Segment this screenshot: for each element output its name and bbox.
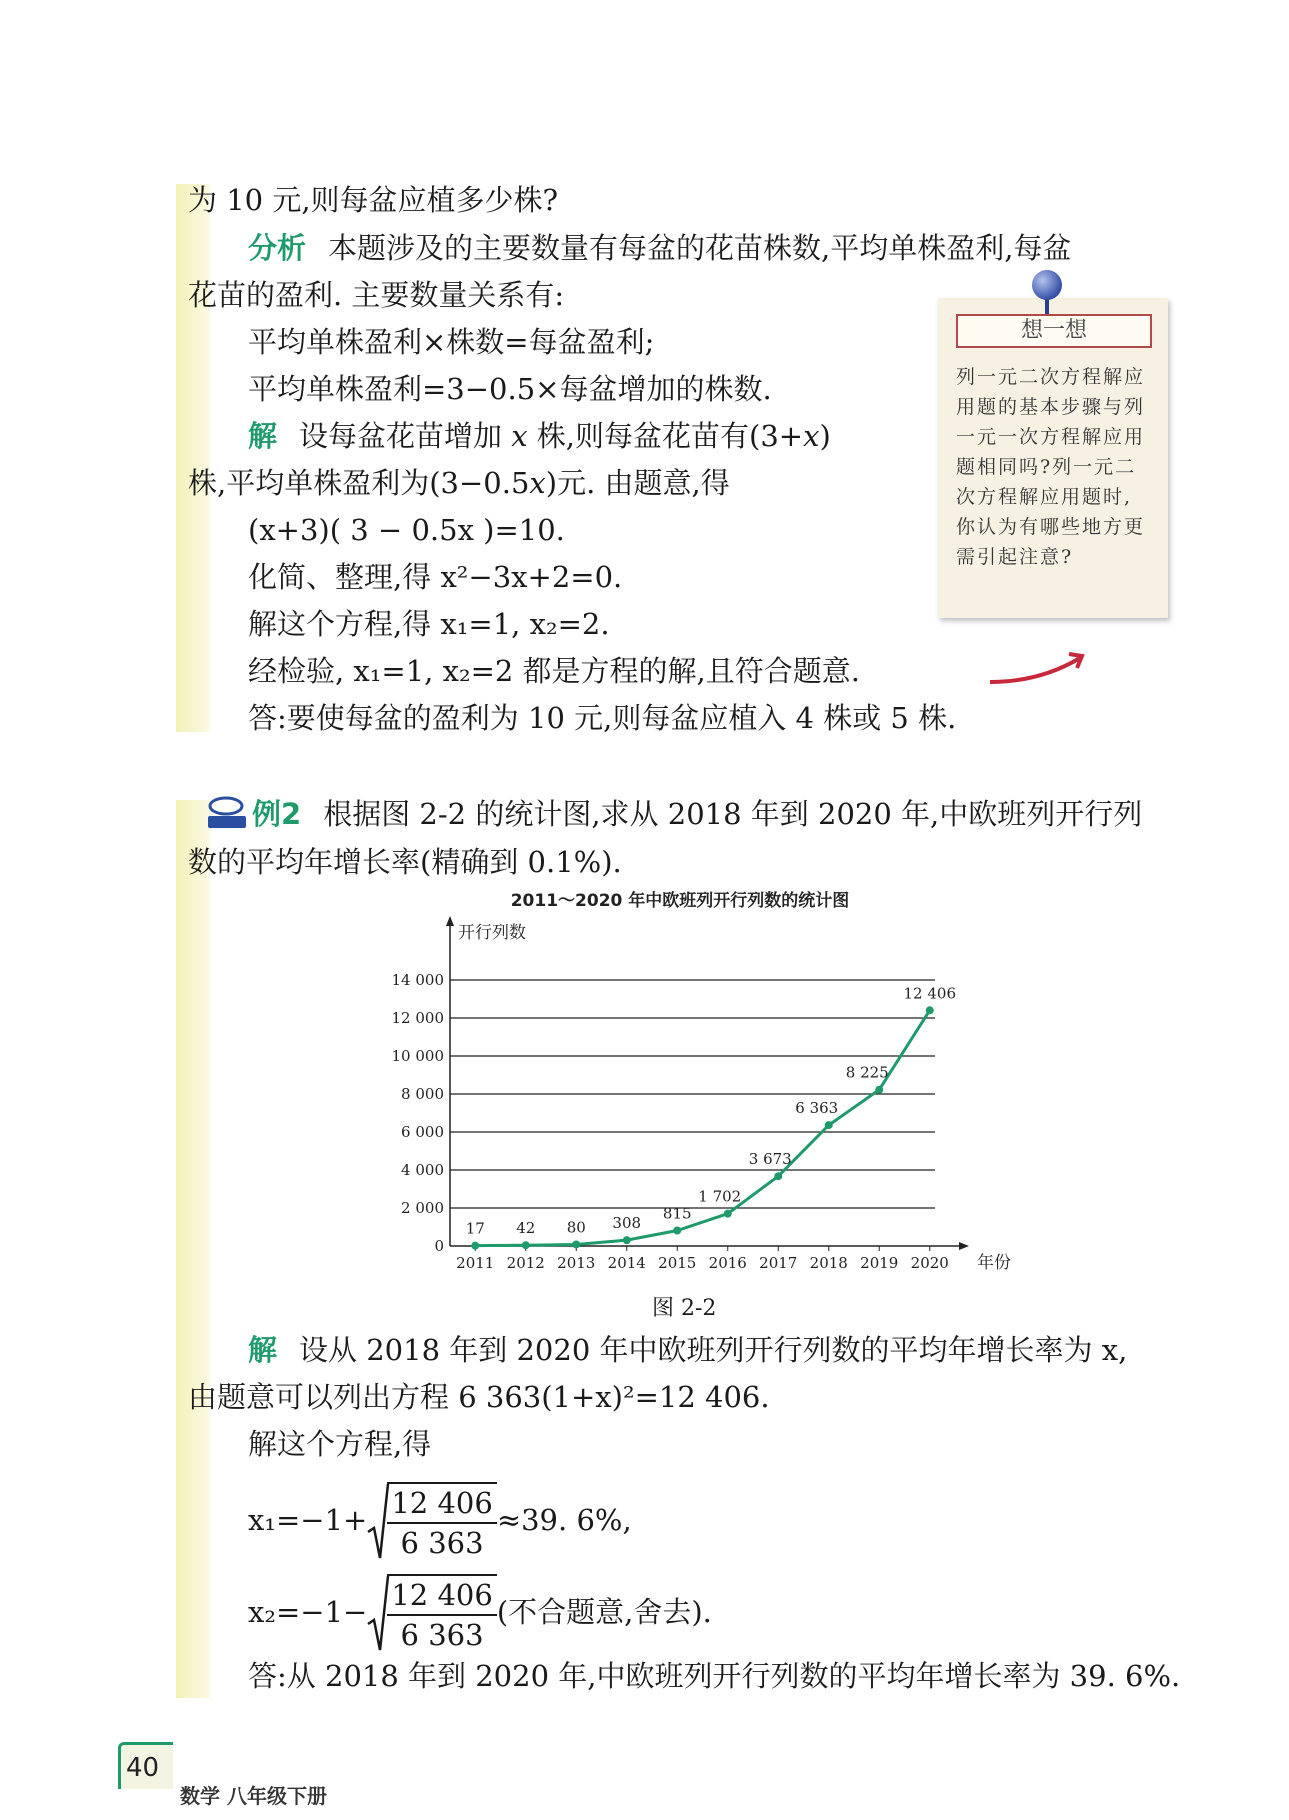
note-text: 列一元二次方程解应用题的基本步骤与列一元一次方程解应用题相同吗?列一元二次方程解应用题时,你认为有哪些地方更需引起注意? [956,366,1146,568]
y-tick-label: 14 000 [391,971,444,989]
data-point [724,1210,732,1218]
margin-band-bottom [176,800,210,1698]
example-icon [204,794,250,832]
text-line-1: 为 10 元,则每盆应植多少株? [188,183,559,217]
note-title: 想一想 [956,314,1152,348]
x-tick-label: 2012 [506,1254,545,1272]
x-tick-label: 2018 [809,1254,848,1272]
solution-2-keyword: 解 [248,1333,278,1367]
answer-2: 答:从 2018 年到 2020 年,中欧班列开行列数的平均年增长率为 39. 6%. [248,1659,1181,1693]
equation-3: 解这个方程,得 x₁=1, x₂=2. [248,607,610,641]
data-label: 1 702 [698,1187,742,1206]
data-point [471,1242,479,1250]
data-label: 308 [612,1214,642,1233]
y-axis-arrow [446,916,454,926]
solution-text-a: 设每盆花苗增加 [299,419,512,453]
solution-text-b: 株,则每盆花苗有(3+ [527,419,804,453]
data-point [623,1236,631,1244]
x-tick-label: 2015 [658,1254,697,1272]
data-label: 80 [566,1218,586,1237]
data-point [926,1006,934,1014]
solution-text-e: )元. 由题意,得 [545,466,730,500]
think-note [938,298,1168,618]
x-tick-label: 2011 [456,1254,495,1272]
data-label: 3 673 [748,1150,792,1169]
equation-2-label: 化简、整理,得 [248,560,441,594]
example-2-line-1 [252,794,1142,834]
example-2-keyword: 例2 [252,797,302,831]
x-tick-label: 2013 [557,1254,596,1272]
solution-2-line-1 [248,1330,1127,1370]
text-line-5: 平均单株盈利=3−0.5×每盆增加的株数. [248,372,772,406]
y-tick-label: 8 000 [401,1085,444,1103]
data-label: 8 225 [845,1063,889,1082]
data-label: 12 406 [903,984,956,1003]
y-tick-label: 4 000 [401,1161,444,1179]
x-tick-label: 2016 [708,1254,747,1272]
y-tick-label: 6 000 [401,1123,444,1141]
line-chart [360,888,1011,1288]
equation-4: 经检验, x₁=1, x₂=2 都是方程的解,且符合题意. [248,654,860,688]
y-tick-label: 2 000 [401,1199,444,1217]
analysis-text: 本题涉及的主要数量有每盆的花苗株数,平均单株盈利,每盆 [328,231,1072,265]
x-axis-label: 年份 [977,1253,1011,1273]
text-line-4: 平均单株盈利×株数=每盆盈利; [248,325,655,359]
y-tick-label: 0 [434,1237,444,1255]
variable-x: x [529,466,546,500]
solution-line-1 [248,416,831,456]
variable-x: x [803,419,820,453]
y-axis-label: 开行列数 [458,923,526,943]
text-line-3: 花苗的盈利. 主要数量关系有: [188,278,565,312]
root-x1 [248,1472,632,1568]
y-tick-label: 10 000 [391,1047,444,1065]
x-tick-label: 2017 [759,1254,798,1272]
fraction-denominator: 6 363 [400,1618,484,1652]
x-tick-label: 2014 [607,1254,646,1272]
solution-text-d: 株,平均单株盈利为(3−0.5 [188,466,530,500]
example-2-text-1: 根据图 2-2 的统计图,求从 2018 年到 2020 年,中欧班列开行列 [323,797,1143,831]
fraction-denominator: 6 363 [400,1526,484,1560]
data-point [875,1086,883,1094]
answer-1: 答:要使每盆的盈利为 10 元,则每盆应植入 4 株或 5 株. [248,701,957,735]
equation-1: (x+3)( 3 − 0.5x )=10. [248,513,565,547]
root-x1-rhs: ≈39. 6%, [496,1503,632,1537]
fraction [387,1574,496,1654]
figure-caption: 图 2-2 [652,1296,717,1321]
data-label: 815 [662,1204,692,1223]
analysis-paragraph [248,228,1071,268]
page-number: 40 [126,1753,160,1783]
root-x2-rhs: (不合题意,舍去). [496,1595,712,1629]
margin-band-top [176,184,210,732]
book-title: 数学 八年级下册 [180,1784,327,1808]
solution-keyword: 解 [248,419,278,453]
example-2-line-2: 数的平均年增长率(精确到 0.1%). [188,845,622,879]
data-label: 17 [465,1219,485,1238]
x-axis-arrow [959,1242,969,1250]
equation-2 [248,557,622,597]
arrow-icon [985,640,1095,690]
data-point [825,1121,833,1129]
data-point [572,1240,580,1248]
root-x2 [248,1564,712,1660]
root-x2-lhs: x₂=−1− [248,1595,368,1629]
data-point [774,1172,782,1180]
solution-2-text-1: 设从 2018 年到 2020 年中欧班列开行列数的平均年增长率为 x, [299,1333,1128,1367]
data-label: 42 [516,1219,536,1238]
data-label: 6 363 [795,1099,839,1118]
data-point [522,1241,530,1249]
sqrt-icon [367,1482,389,1562]
fraction-numerator: 12 406 [387,1484,496,1524]
y-tick-label: 12 000 [391,1009,444,1027]
fraction-numerator: 12 406 [387,1576,496,1616]
solution-text-c: ) [819,419,831,453]
solution-line-2 [188,463,730,503]
solution-2-line-2: 由题意可以列出方程 6 363(1+x)²=12 406. [188,1380,770,1414]
x-tick-label: 2020 [910,1254,949,1272]
chart-title: 2011～2020 年中欧班列开行列数的统计图 [510,891,850,911]
sqrt-icon [367,1574,389,1654]
variable-x: x [511,419,528,453]
x-tick-label: 2019 [860,1254,899,1272]
solution-2-line-3: 解这个方程,得 [248,1427,432,1461]
fraction [387,1482,496,1562]
equation-2-formula: x²−3x+2=0. [440,560,623,594]
series-line [475,1010,930,1245]
pushpin-icon [1032,270,1062,300]
analysis-keyword: 分析 [248,231,307,265]
root-x1-lhs: x₁=−1+ [248,1503,368,1537]
data-point [673,1227,681,1235]
